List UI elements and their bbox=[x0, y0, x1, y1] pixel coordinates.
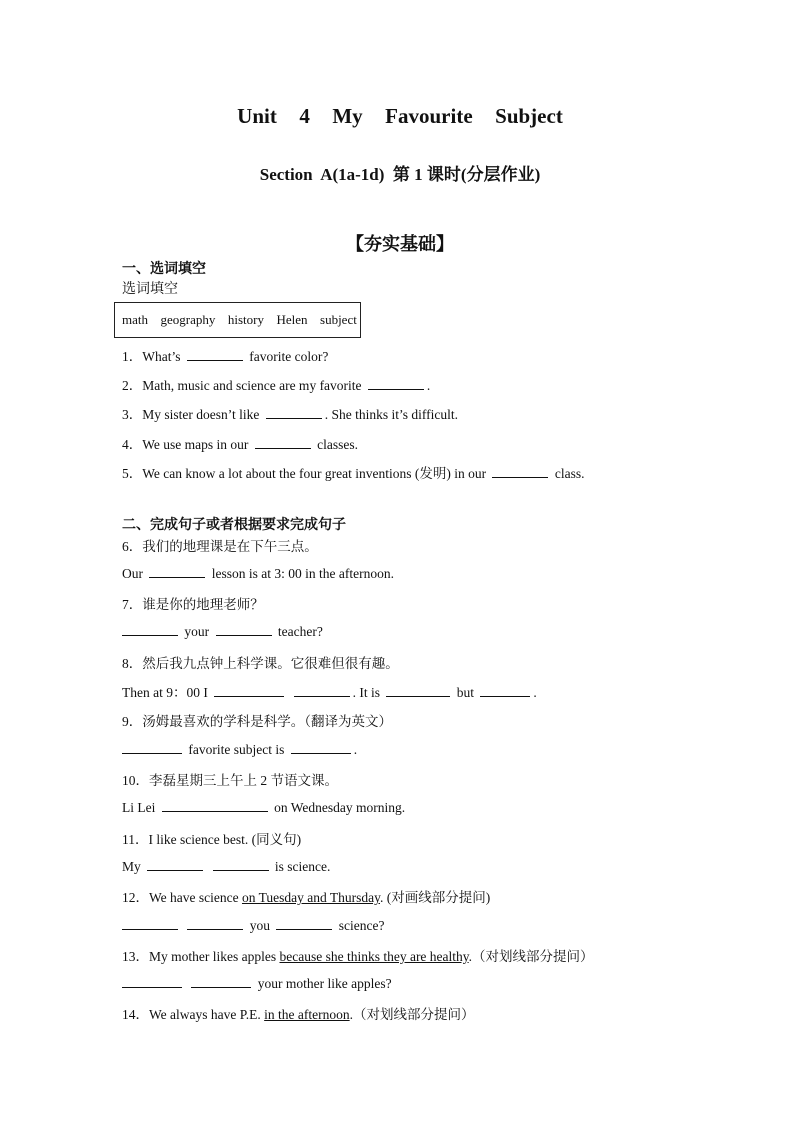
q1-number: 1． bbox=[122, 349, 143, 364]
q9-blank-1[interactable] bbox=[122, 740, 182, 754]
q10-prompt: 10．李磊星期三上午上 2 节语文课。 bbox=[122, 773, 338, 788]
q8-blank-2[interactable] bbox=[294, 683, 350, 697]
q11-prompt-b: (同义句) bbox=[251, 832, 302, 847]
page-subtitle: Section A(1a-1d) 第 1 课时(分层作业) bbox=[259, 165, 541, 184]
q13-underlined-part: because she thinks they are healthy bbox=[279, 949, 469, 964]
q8-blank-3[interactable] bbox=[386, 683, 450, 697]
question-3 bbox=[122, 403, 458, 423]
q8-text-d: . bbox=[533, 685, 537, 700]
q12-text-a: you bbox=[249, 918, 270, 933]
q11-answer-line bbox=[122, 857, 330, 875]
q2-text-a: Math, music and science are my favorite bbox=[142, 378, 362, 393]
q6-text-a: Our bbox=[122, 566, 143, 581]
q1-text-b: favorite color? bbox=[249, 349, 329, 364]
q11-prompt bbox=[122, 828, 301, 848]
q7-blank-2[interactable] bbox=[216, 622, 272, 636]
q12-prompt-a: 12．We have science bbox=[122, 890, 242, 905]
q2-blank[interactable] bbox=[368, 376, 424, 390]
q13-prompt-a: 13．My mother likes apples bbox=[122, 949, 280, 964]
q14-prompt-a: 14．We always have P.E. bbox=[122, 1007, 265, 1022]
q9-blank-2[interactable] bbox=[291, 740, 351, 754]
question-1 bbox=[122, 345, 328, 365]
q10-text-a: Li Lei bbox=[122, 800, 156, 815]
q5-blank[interactable] bbox=[492, 464, 548, 478]
q5-text-b: class. bbox=[554, 466, 585, 481]
q14-underlined-part: in the afternoon bbox=[264, 1007, 350, 1022]
q12-blank-1[interactable] bbox=[122, 916, 178, 930]
q9-text-a: favorite subject is bbox=[188, 742, 285, 757]
q7-blank-1[interactable] bbox=[122, 622, 178, 636]
q4-number: 4． bbox=[122, 437, 143, 452]
q12-answer-line bbox=[122, 916, 384, 934]
q9-text-b: . bbox=[353, 742, 358, 757]
q12-underlined-part: on Tuesday and Thursday bbox=[241, 890, 380, 905]
q8-text-b: . It is bbox=[352, 685, 380, 700]
q4-text-b: classes. bbox=[317, 437, 359, 452]
q11-text-b: is science. bbox=[274, 859, 331, 874]
q13-blank-2[interactable] bbox=[191, 974, 251, 988]
q13-blank-1[interactable] bbox=[122, 974, 182, 988]
q11-blank-1[interactable] bbox=[147, 857, 203, 871]
q13-answer-line bbox=[122, 974, 392, 992]
q5-text-a: We can know a lot about the four great inventions (发明) in our bbox=[142, 466, 487, 481]
q1-blank[interactable] bbox=[187, 347, 243, 361]
q6-answer-line bbox=[122, 564, 394, 582]
q4-text-a: We use maps in our bbox=[142, 437, 249, 452]
q10-answer-line bbox=[122, 798, 405, 816]
q10-text-b: on Wednesday morning. bbox=[274, 800, 406, 815]
q7-answer-line bbox=[122, 622, 323, 640]
question-2 bbox=[122, 374, 430, 394]
q14-prompt bbox=[122, 1003, 475, 1023]
q13-prompt bbox=[122, 945, 594, 965]
word-bank-box: math geography history Helen subject bbox=[114, 302, 361, 338]
q7-text-a: your bbox=[184, 624, 210, 639]
q6-blank[interactable] bbox=[149, 564, 205, 578]
part2-title: 二、完成句子或者根据要求完成句子 bbox=[122, 518, 346, 533]
q12-blank-2[interactable] bbox=[187, 916, 243, 930]
q12-text-b: science? bbox=[338, 918, 385, 933]
q7-prompt: 7．谁是你的地理老师？ bbox=[122, 597, 264, 612]
part1-instruction: 选词填空 bbox=[122, 282, 178, 297]
part1-title: 一、选词填空 bbox=[122, 262, 206, 277]
q12-prompt bbox=[122, 886, 490, 906]
q13-prompt-b: .（对划线部分提问） bbox=[468, 949, 594, 964]
q7-text-b: teacher? bbox=[277, 624, 323, 639]
q6-text-b: lesson is at 3: 00 in the afternoon. bbox=[211, 566, 394, 581]
q3-blank[interactable] bbox=[266, 405, 322, 419]
q11-blank-2[interactable] bbox=[213, 857, 269, 871]
question-4 bbox=[122, 433, 358, 453]
q2-text-b: . bbox=[426, 378, 431, 393]
q5-number: 5． bbox=[122, 466, 143, 481]
q6-prompt: 6．我们的地理课是在下午三点。 bbox=[122, 539, 318, 554]
page-title: Unit 4 My Favourite Subject bbox=[237, 104, 563, 128]
q12-blank-3[interactable] bbox=[276, 916, 332, 930]
q8-blank-1[interactable] bbox=[214, 683, 284, 697]
q3-number: 3． bbox=[122, 407, 143, 422]
q13-text-a: your mother like apples? bbox=[257, 976, 392, 991]
q8-text-c: but bbox=[456, 685, 475, 700]
q8-blank-4[interactable] bbox=[480, 683, 530, 697]
q14-prompt-b: .（对划线部分提问） bbox=[349, 1007, 475, 1022]
q10-blank[interactable] bbox=[162, 798, 268, 812]
section-heading: 【夯实基础】 bbox=[346, 234, 454, 254]
q4-blank[interactable] bbox=[255, 435, 311, 449]
question-5 bbox=[122, 462, 584, 482]
q3-text-a: My sister doesn’t like bbox=[142, 407, 260, 422]
q8-text-a: Then at 9：00 I bbox=[122, 685, 208, 700]
q9-prompt: 9．汤姆最喜欢的学科是科学。（翻译为英文） bbox=[122, 714, 392, 729]
q8-answer-line bbox=[122, 681, 537, 701]
q9-answer-line bbox=[122, 740, 357, 758]
q11-prompt-a: 11．I like science best. bbox=[122, 832, 252, 847]
q8-prompt: 8．然后我九点钟上科学课。它很难但很有趣。 bbox=[122, 656, 399, 671]
q1-text-a: What’s bbox=[142, 349, 181, 364]
q2-number: 2． bbox=[122, 378, 143, 393]
q11-text-a: My bbox=[122, 859, 141, 874]
q12-prompt-b: . (对画线部分提问) bbox=[379, 890, 491, 905]
q3-text-b: . She thinks it’s difficult. bbox=[324, 407, 459, 422]
